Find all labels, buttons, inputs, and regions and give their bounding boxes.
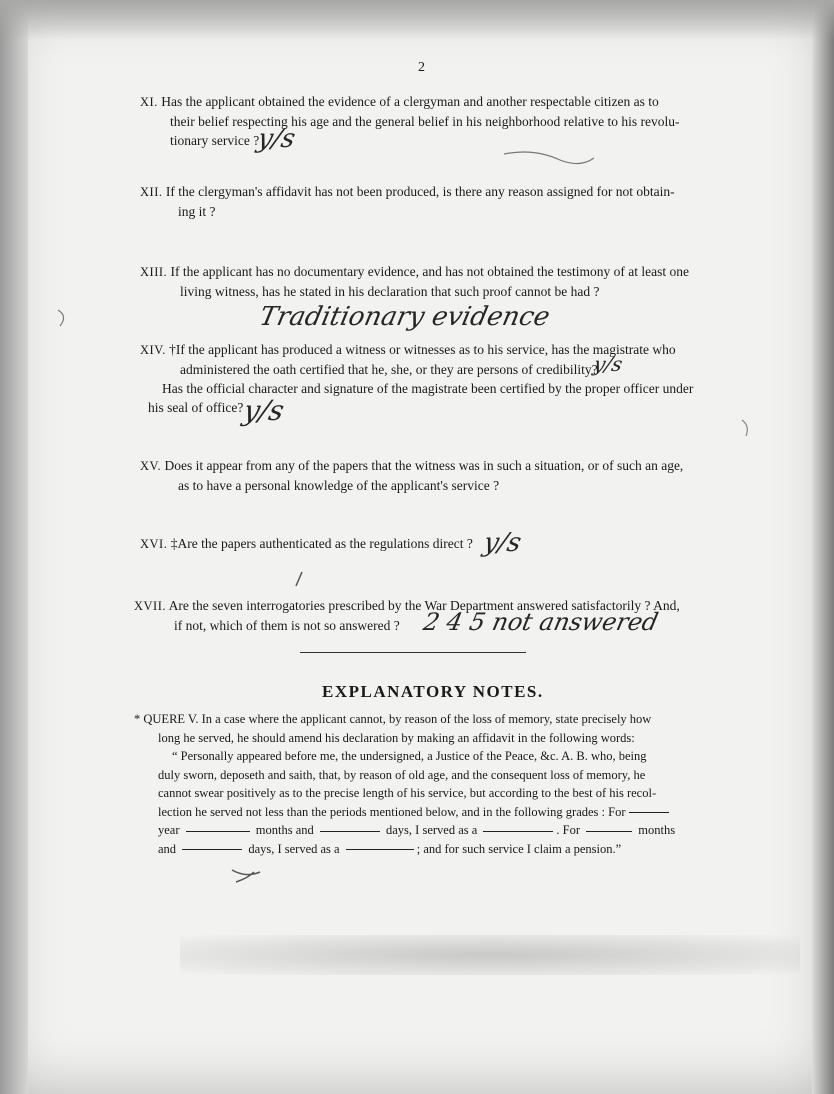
- handwritten-answer-xiii: Traditionary evidence: [256, 302, 553, 332]
- handwritten-answer-xvii: 2 4 5 not answered: [421, 608, 661, 636]
- question-text-line: as to have a personal knowledge of the applicant's service ?: [178, 478, 500, 493]
- question-number: XI.: [140, 95, 158, 109]
- note-text: . For: [556, 823, 581, 837]
- question-text-line: Has the official character and signature of the magistrate been certified by the proper officer under: [162, 381, 694, 396]
- question-number: XVII.: [134, 599, 167, 613]
- question-text-line: ‡Are the papers authenticated as the regulations direct ?: [170, 536, 473, 551]
- page-number: 2: [418, 60, 425, 75]
- note-line-text: lection he served not less than the periods mentioned below, and in the following grades : For: [158, 804, 626, 819]
- notes-heading: EXPLANATORY NOTES.: [322, 682, 544, 701]
- question-text-line: tionary service ?: [170, 133, 260, 148]
- handwritten-answer-xi: y/s: [254, 124, 298, 154]
- note-line: cannot swear positively as to the precise length of his service, but according to the best of his recol-: [158, 786, 657, 800]
- question-text-line: Does it appear from any of the papers that the witness was in such a situation, or of such an age,: [164, 458, 684, 473]
- question-text-line: If the clergyman's affidavit has not been produced, is there any reason assigned for not obtain-: [165, 184, 675, 199]
- question-number: XIII.: [140, 265, 168, 279]
- question-text-line: Has the applicant obtained the evidence of a clergyman and another respectable citizen as to: [161, 94, 659, 109]
- question-text-line: administered the oath certified that he, she, or they are persons of credibility?: [180, 362, 598, 377]
- note-text: year: [158, 823, 180, 837]
- question-text-line: If the applicant has no documentary evidence, and has not obtained the testimony of at least one: [170, 264, 689, 279]
- question-text-line: †If the applicant has produced a witness or witnesses as to his service, has the magistrate who: [169, 342, 676, 357]
- note-text: ; and for such service I claim a pension.”: [416, 841, 622, 856]
- note-text: and: [158, 841, 177, 856]
- note-line: “ Personally appeared before me, the undersigned, a Justice of the Peace, &c. A. B. who, being: [172, 749, 647, 763]
- question-text-line: if not, which of them is not so answered ?: [174, 618, 400, 633]
- note-line: long he served, he should amend his declaration by making an affidavit in the following words:: [158, 730, 635, 745]
- note-text: months: [638, 823, 676, 837]
- question-number: XII.: [140, 185, 163, 199]
- note-text: days, I served as a: [248, 841, 340, 856]
- note-text: days, I served as a: [386, 823, 478, 837]
- question-number: XV.: [140, 459, 162, 473]
- handwritten-answer-xiv-credibility: y/s: [591, 352, 625, 376]
- question-text-line: his seal of office?: [148, 400, 244, 415]
- question-text-line: their belief respecting his age and the general belief in his neighborhood relative to his revolu-: [170, 114, 680, 129]
- note-line: duly sworn, deposeth and saith, that, by reason of old age, and the consequent loss of memory, he: [158, 767, 646, 782]
- question-number: XIV.: [140, 343, 166, 357]
- handwritten-answer-xvi: y/s: [480, 528, 524, 558]
- question-text-line: living witness, has he stated in his declaration that such proof cannot be had ?: [180, 284, 600, 299]
- note-line: * QUERE V. In a case where the applicant cannot, by reason of the loss of memory, state precisely how: [134, 712, 652, 726]
- note-text: months and: [255, 823, 314, 837]
- question-number: XVI.: [140, 537, 168, 551]
- handwritten-answer-xiv-seal: y/s: [240, 394, 288, 427]
- question-text-line: Are the seven interrogatories prescribed by the War Department answered satisfactorily ? And,: [168, 598, 680, 613]
- question-text-line: ing it ?: [178, 204, 216, 219]
